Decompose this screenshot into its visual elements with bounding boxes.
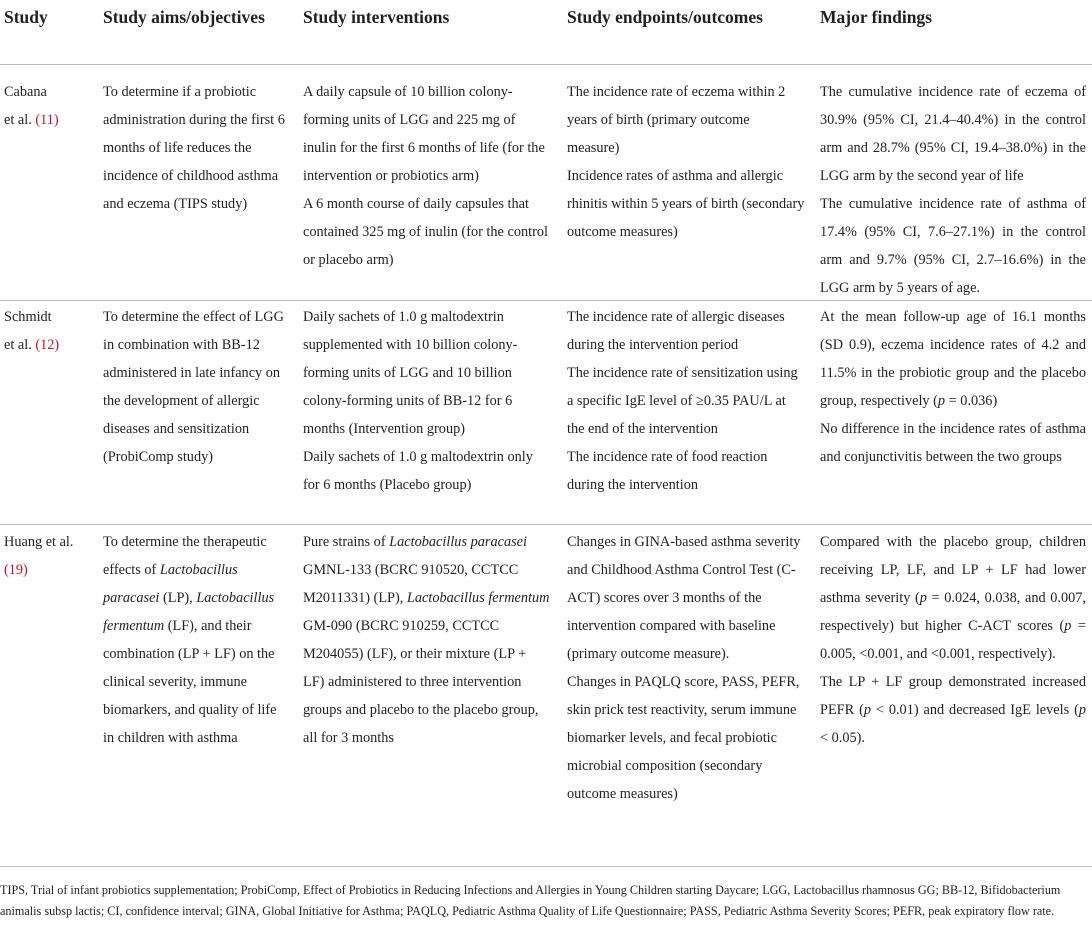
endpoint-item: The incidence rate of food reaction during the intervention: [567, 449, 768, 493]
study-name-line-1: Huang et al.: [4, 534, 74, 550]
row-2-endpoints: [567, 303, 805, 499]
study-name-line-2: et al. (12): [4, 337, 60, 353]
aims-text: To determine if a probiotic administration during the first 6 months of life reduces the incidence of childhood asthma and eczema (TIPS study): [103, 84, 285, 212]
row-1-study: [4, 78, 94, 134]
row-3-study: [4, 528, 94, 584]
finding-item: The cumulative incidence rate of asthma of 17.4% (95% CI, 7.6–27.1%) in the control arm and 9.7% (95% CI, 2.7–16.6%) in the LGG arm by 5 years of age.: [820, 196, 1086, 296]
finding-item: The cumulative incidence rate of eczema of 30.9% (95% CI, 21.4–40.4%) in the control arm and 28.7% (95% CI, 19.4–38.0%) in the LGG arm by the second year of life: [820, 84, 1086, 184]
aims-text: To determine the therapeutic effects of Lactobacillus paracasei (LP), Lactobacillus fermentum (LF), and their combination (LP + LF) on the clinical severity, immune biomarkers, and quality of life in children with asthma: [103, 534, 277, 746]
citation-link[interactable]: (19): [4, 562, 28, 578]
row-2-study: [4, 303, 94, 359]
table-footnote: TIPS, Trial of infant probiotics supplementation; ProbiComp, Effect of Probiotics in Reducing Infections and Allergies in Young Children starting Daycare; LGG, Lactobacillus rhamnosus GG; BB-12, Bifidobacterium animalis subsp lactis; CI, confidence interval; GINA, Global Initiative for Asthma; PAQLQ, Pediatric Asthma Quality of Life Questionnaire; PASS, Pediatric Asthma Severity Scores; PEFR, peak expiratory flow rate.: [0, 883, 1061, 918]
finding-item: [820, 303, 1086, 415]
endpoint-item: The incidence rate of allergic diseases during the intervention period: [567, 309, 785, 353]
header-study: Study: [4, 7, 48, 27]
header-rule: [0, 64, 1092, 65]
row-3-findings: [820, 528, 1086, 752]
row-2-interventions: [303, 303, 551, 499]
study-name-line-1: Schmidt: [4, 309, 52, 325]
header-aims: Study aims/objectives: [103, 7, 265, 27]
aims-text: To determine the effect of LGG in combination with BB-12 administered in late infancy on the development of allergic diseases and sensitization (ProbiComp study): [103, 309, 284, 465]
row-1-aims: [103, 78, 288, 218]
citation-link[interactable]: (11): [35, 112, 59, 128]
study-name-line-2: [4, 556, 94, 584]
intervention-item: Pure strains of Lactobacillus paracasei GMNL-133 (BCRC 910520, CCTCC M2011331) (LP), Lactobacillus fermentum GM-090 (BCRC 910259, CCTCC M204055) (LF), or their mixture (LP + LF) administered to three intervention groups and placebo to the placebo group, all for 3 months: [303, 534, 550, 746]
row-rule: [0, 524, 1092, 525]
row-2-aims: [103, 303, 288, 471]
citation-link[interactable]: (12): [35, 337, 60, 353]
finding-item: Compared with the placebo group, children receiving LP, LF, and LP + LF had lower asthma severity (p = 0.024, 0.038, and 0.007, respectively) but higher C-ACT scores (p = 0.005, <0.001, and <0.001, respectively).: [820, 534, 1086, 662]
finding-text: At the mean follow-up age of 16.1 months (SD 0.9), eczema incidence rates of 4.2 and 11.5% in the probiotic group and the placebo group, respectively (p = 0.036): [820, 309, 1086, 409]
finding-item: No difference in the incidence rates of asthma and conjunctivitis between the two groups: [820, 421, 1086, 465]
table-header: [0, 0, 1092, 62]
row-2-findings: [820, 303, 1086, 471]
endpoint-item: Changes in PAQLQ score, PASS, PEFR, skin prick test reactivity, serum immune biomarker levels, and fecal probiotic microbial composition (secondary outcome measures): [567, 674, 800, 802]
intervention-item: A daily capsule of 10 billion colony-forming units of LGG and 225 mg of inulin for the first 6 months of life (for the intervention or probiotics arm): [303, 84, 545, 184]
row-3-aims: [103, 528, 288, 752]
row-3-interventions: [303, 528, 551, 752]
row-3-endpoints: [567, 528, 805, 808]
header-interventions: Study interventions: [303, 7, 450, 27]
row-1-interventions: [303, 78, 551, 274]
intervention-item: Daily sachets of 1.0 g maltodextrin only for 6 months (Placebo group): [303, 449, 533, 493]
intervention-item: A 6 month course of daily capsules that contained 325 mg of inulin (for the control or placebo arm): [303, 196, 548, 268]
header-endpoints: Study endpoints/outcomes: [567, 7, 763, 27]
endpoint-item: The incidence rate of eczema within 2 years of birth (primary outcome measure): [567, 84, 786, 156]
row-1-findings: [820, 78, 1086, 302]
row-rule: [0, 300, 1092, 301]
study-name-line-1: Cabana: [4, 84, 47, 100]
finding-item: The LP + LF group demonstrated increased PEFR (p < 0.01) and decreased IgE levels (p < 0.05).: [820, 674, 1086, 746]
row-1-endpoints: [567, 78, 805, 246]
endpoint-item: The incidence rate of sensitization using a specific IgE level of ≥0.35 PAU/L at the end of the intervention: [567, 365, 798, 437]
table-bottom-rule: [0, 866, 1092, 867]
study-name-line-2: et al. (11): [4, 112, 59, 128]
endpoint-item: Changes in GINA-based asthma severity and Childhood Asthma Control Test (C-ACT) scores over 3 months of the intervention compared with baseline (primary outcome measure).: [567, 534, 801, 662]
endpoint-item: Incidence rates of asthma and allergic rhinitis within 5 years of birth (secondary outcome measures): [567, 168, 805, 240]
intervention-item: Daily sachets of 1.0 g maltodextrin supplemented with 10 billion colony-forming units of LGG and 10 billion colony-forming units of BB-12 for 6 months (Intervention group): [303, 309, 518, 437]
header-findings: Major findings: [820, 7, 932, 27]
